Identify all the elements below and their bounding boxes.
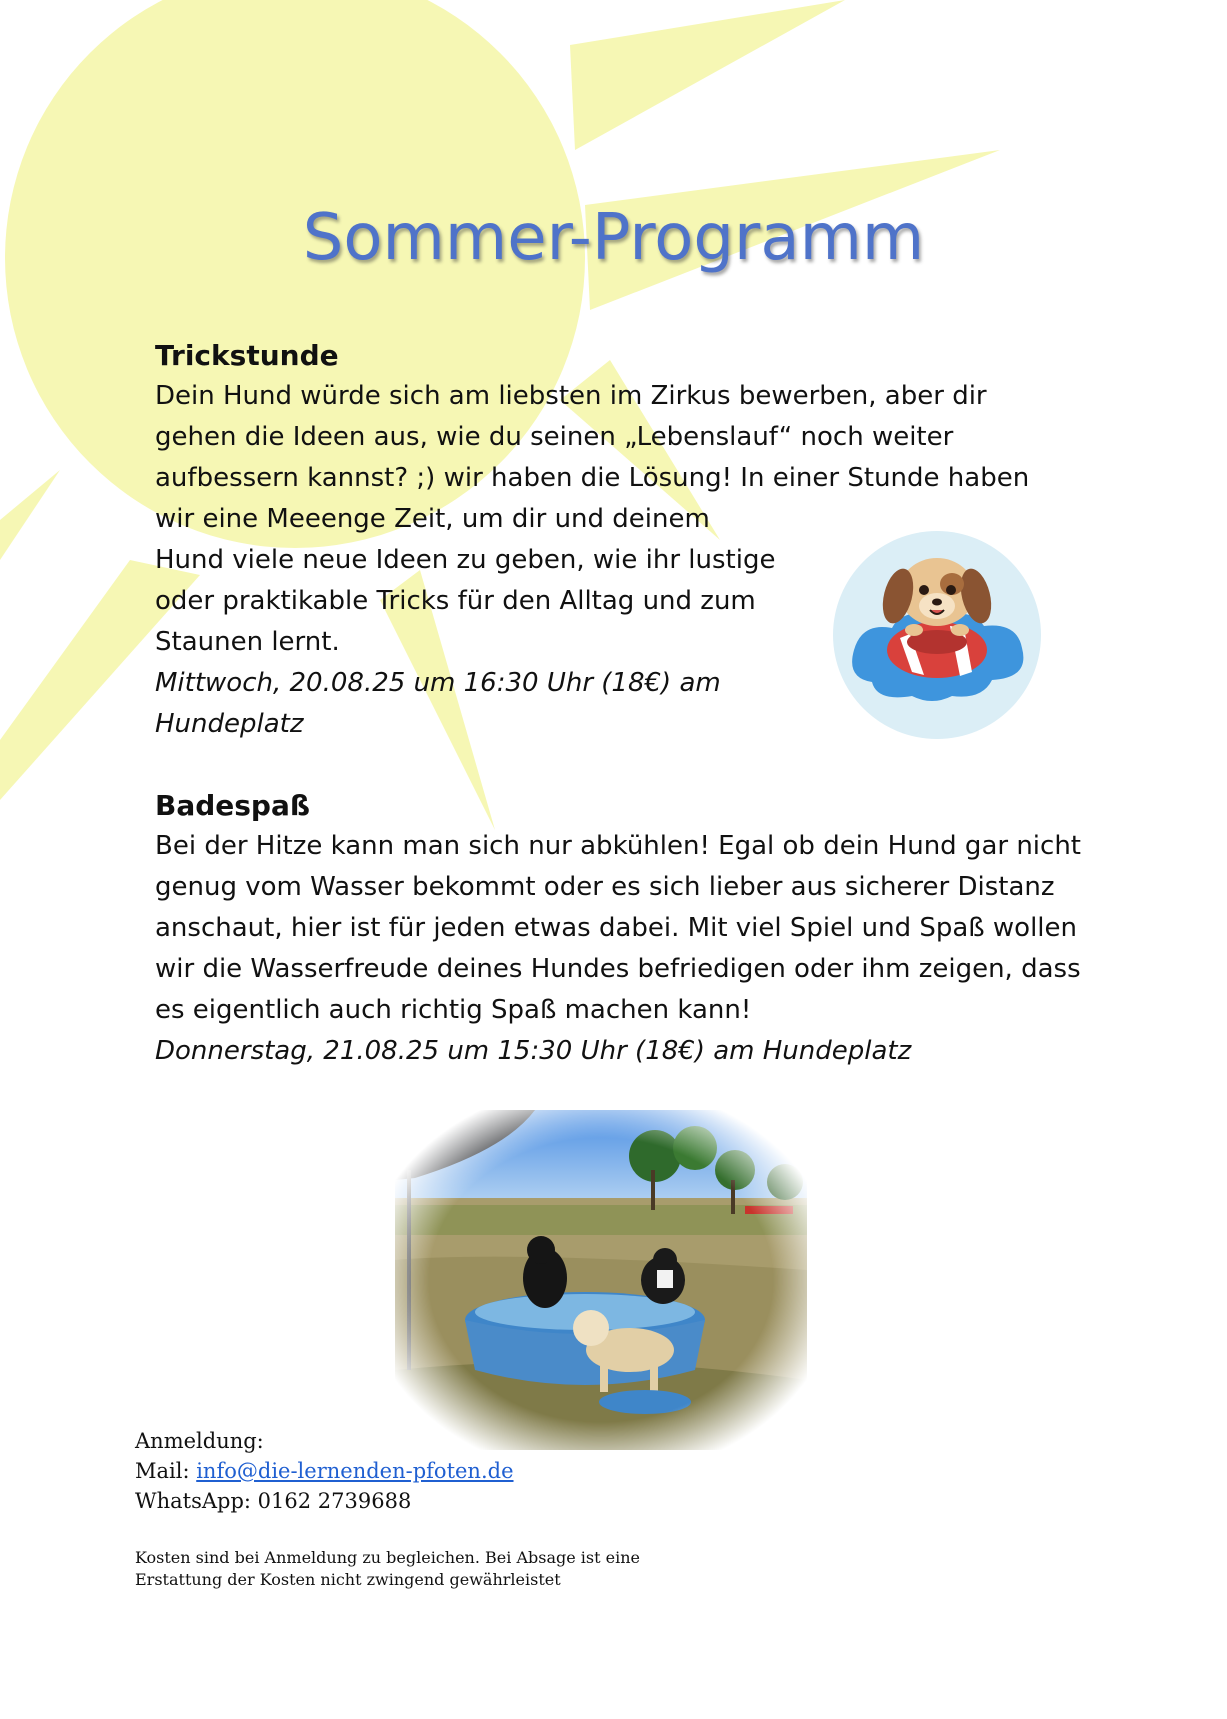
section-date: Donnerstag, 21.08.25 um 15:30 Uhr (18€) am Hundeplatz	[155, 1036, 912, 1066]
contact-block	[135, 1426, 514, 1516]
section-body: Bei der Hitze kann man sich nur abkühlen! Egal ob dein Hund gar nicht genug vom Wasser bekommt oder es sich lieber aus sicherer Distanz anschaut, hier ist für jeden etwas dabei. Mit viel Spiel und Spaß wollen wir die Wasserfreude deines Hundes befriedigen oder ihm zeigen, dass es eigentlich auch richtig Spaß machen kann!	[155, 831, 1081, 1025]
mail-label: Mail:	[135, 1459, 190, 1483]
section-heading: Badespaß	[155, 789, 311, 822]
section-date: Mittwoch, 20.08.25 um 16:30 Uhr (18€) am Hundeplatz	[155, 668, 721, 739]
whatsapp-label: WhatsApp:	[135, 1489, 251, 1513]
contact-mail	[135, 1456, 514, 1486]
section-heading: Trickstunde	[155, 339, 339, 372]
dogs-in-paddling-pool-photo	[395, 1110, 807, 1450]
cost-note: Kosten sind bei Anmeldung zu begleichen. Bei Absage ist eine Erstattung der Kosten nicht zwingend gewährleistet	[135, 1548, 640, 1589]
section-body-part-2: Hund viele neue Ideen zu geben, wie ihr lustige oder praktikable Tricks für den Alltag und zum Staunen lernt.	[155, 545, 776, 657]
page-title: Sommer-Programm	[302, 201, 925, 275]
dog-in-swim-ring-icon	[832, 530, 1042, 740]
section-body-part-1: Dein Hund würde sich am liebsten im Zirkus bewerben, aber dir gehen die Ideen aus, wie du seinen „Lebenslauf“ noch weiter aufbessern kannst? ;) wir haben die Lösung! In einer Stunde haben wir eine Meeenge Zeit, um dir und deinem	[155, 381, 1030, 534]
mail-link[interactable]: info@die-lernenden-pfoten.de	[196, 1459, 514, 1483]
section-badespass	[155, 786, 1085, 1072]
contact-whatsapp	[135, 1486, 514, 1516]
whatsapp-number: 0162 2739688	[257, 1489, 412, 1513]
contact-heading: Anmeldung:	[135, 1429, 264, 1453]
